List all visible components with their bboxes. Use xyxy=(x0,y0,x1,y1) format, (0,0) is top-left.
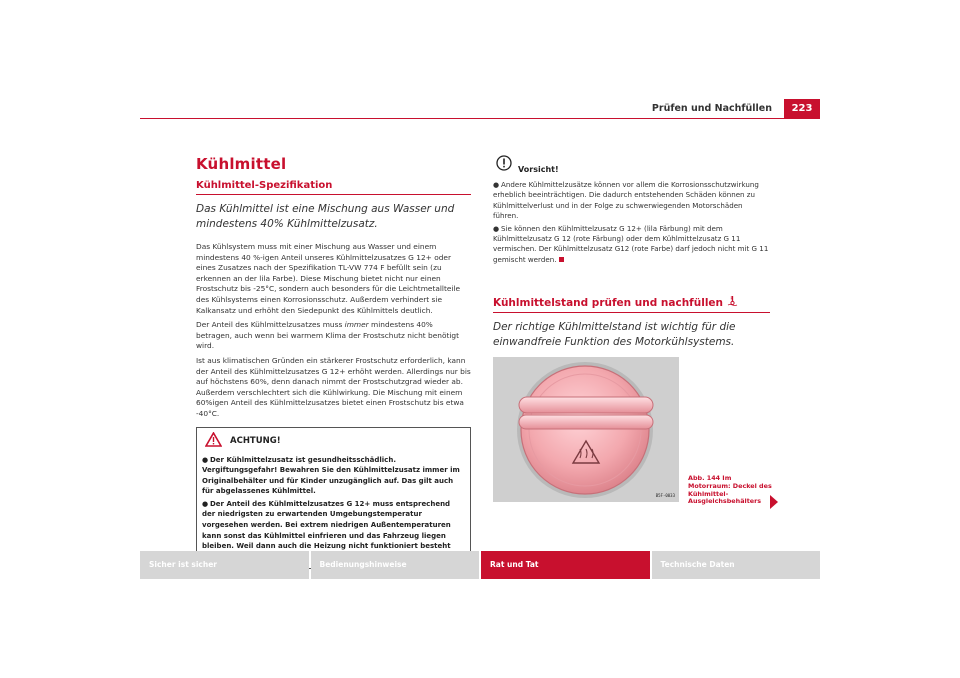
section-title-specification: Kühlmittel-Spezifikation xyxy=(196,180,471,195)
bullet-icon: ● xyxy=(202,455,209,464)
warning-header xyxy=(202,432,465,451)
caution-header xyxy=(493,155,770,175)
chapter-title: Kühlmittel xyxy=(196,155,287,173)
paragraph: Das Kühlsystem muss mit einer Mischung aus Wasser und einem mindestens 40 %-igen Anteil unseres Kühlmittelzusatzes G 12+ oder eines Zusatzes nach der Spezifikation TL-VW 774 F befüllt sein (zu erkennen an der lila Farbe). Diese Mischung bietet nicht nur einen Frostschutz bis -25°C, sondern auch besonders für die Leichtmetallteile des Kühlsystems einen Korrosionsschutz. Außerdem verhindert sie Kalkansatz und erhöht den Siedepunkt des Kühlmittels deutlich. xyxy=(196,242,461,315)
right-column xyxy=(493,155,770,360)
paragraph: Ist aus klimatischen Gründen ein stärkerer Frostschutz erforderlich, kann der Anteil des Kühlmittelzusatzes G 12+ erhöht werden. Allerdings nur bis auf höchstens 60%, denn danach nimmt der Frostschutzgrad wieder ab. Außerdem verschlechtert sich die Kühlwirkung. Die Mischung mit einem 60%igen Anteil des Kühlmittelzusatzes bietet einen Frostschutz bis etwa -40°C. xyxy=(196,355,471,418)
caution-block xyxy=(493,155,770,265)
section-title-coolant-level xyxy=(493,295,770,313)
coolant-cap-illustration xyxy=(493,357,679,502)
warning-triangle-icon xyxy=(205,432,222,451)
footer-tab-technische-daten[interactable]: Technische Daten xyxy=(652,551,821,579)
footer-tab-rat-und-tat[interactable]: Rat und Tat xyxy=(481,551,650,579)
paragraph-text: mindestens 40% betragen, auch wenn bei warmem Klima der Frostschutz nicht benötigt wird. xyxy=(196,320,460,351)
warning-label: ACHTUNG! xyxy=(230,436,281,446)
footer-tab-sicher[interactable]: Sicher ist sicher xyxy=(140,551,309,579)
warning-item-text: Der Anteil des Kühlmittelzusatzes G 12+ muss entsprechend der niedrigsten zu erwartenden Umgebungstemperatur vorgesehen werden. Bei extrem niedrigen Außentemperaturen kann sonst das Kühlmittel einfrieren und das Fahrzeug liegen bleiben. Weil dann auch die Heizung nicht funktioniert besteht xyxy=(202,499,451,551)
footer-nav xyxy=(140,551,820,579)
footer-tab-bedienung[interactable]: Bedienungshinweise xyxy=(311,551,480,579)
next-page-arrow-icon[interactable] xyxy=(770,495,778,509)
warning-item-text: Der Kühlmittelzusatz ist gesundheitsschädlich. Vergiftungsgefahr! Bewahren Sie den Kühlmittelzusatz immer im Originalbehälter und für Kinder unzugänglich auf. Das gilt auch für abgelassenes Kühlmittel. xyxy=(202,455,460,496)
figure-caption: Abb. 144 Im Motorraum: Deckel des Kühlmittel-Ausgleichsbehälters xyxy=(688,474,772,506)
page-header-title: Prüfen und Nachfüllen xyxy=(651,103,772,114)
section-end-marker xyxy=(559,257,564,262)
warning-box xyxy=(196,427,471,570)
caution-label: Vorsicht! xyxy=(518,164,559,174)
paragraph xyxy=(196,320,471,352)
section-intro: Das Kühlmittel ist eine Mischung aus Wasser und mindestens 40% Kühlmittelzusatz. xyxy=(196,203,455,230)
left-column xyxy=(196,155,471,569)
warning-item xyxy=(202,455,465,497)
coolant-icon xyxy=(727,295,738,309)
caution-item xyxy=(493,224,770,266)
emphasis-text: immer xyxy=(344,320,369,330)
section-title-text: Kühlmittelstand prüfen und nachfüllen xyxy=(493,297,724,310)
header-divider xyxy=(140,118,820,119)
exclamation-circle-icon xyxy=(496,155,512,175)
coolant-cap-photo xyxy=(493,357,679,502)
section-intro: Der richtige Kühlmittelstand ist wichtig für die einwandfreie Funktion des Motorkühlsystems. xyxy=(493,321,736,349)
paragraph-text: Der Anteil des Kühlmittelzusatzes muss xyxy=(196,320,345,330)
caution-item-text: Sie können den Kühlmittelzusatz G 12+ (lila Färbung) mit dem Kühlmittelzusatz G 12 (rote Färbung) oder dem Kühlmittelzusatz G 11 vermischen. Der Kühlmittelzusatz G12 (rote Farbe) darf jedoch nicht mit G 11 gemischt werden. xyxy=(493,223,769,264)
bullet-icon: ● xyxy=(202,499,209,508)
bullet-icon: ● xyxy=(493,181,500,189)
bullet-icon: ● xyxy=(493,224,500,233)
caution-item-text: Andere Kühlmittelzusätze können vor allem die Korrosionsschutzwirkung erheblich beeinträchtigen. Die dadurch entstehenden Schäden können zu Kühlmittelverlust und in der Folge zu schwerwiegenden Motorschäden führen. xyxy=(493,180,759,221)
caution-item xyxy=(493,180,770,222)
body-text xyxy=(196,242,471,420)
figure-code: B5F-0033 xyxy=(655,493,675,498)
page-number: 223 xyxy=(784,99,820,119)
